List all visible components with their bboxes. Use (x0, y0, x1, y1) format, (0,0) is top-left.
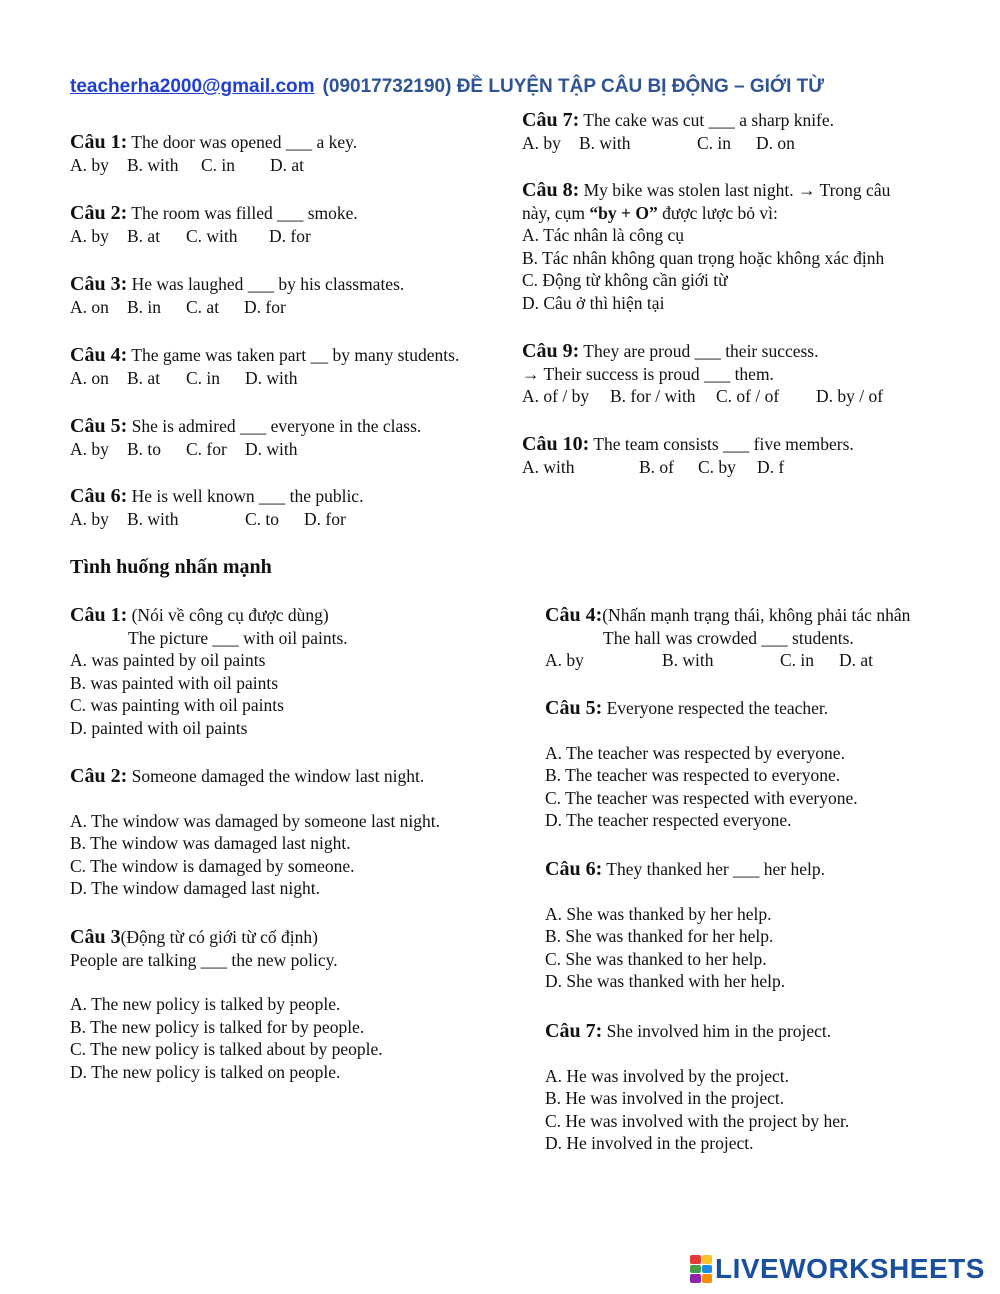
question-3 (70, 273, 404, 318)
question-text: They are proud ___ their success. (579, 341, 819, 361)
option-a[interactable]: A. The teacher was respected by everyone. (545, 742, 845, 763)
question-text: được lược bỏ vì: (657, 202, 778, 223)
liveworksheets-logo-icon (690, 1255, 712, 1283)
option-a[interactable]: A. by (545, 650, 584, 671)
option-a[interactable]: A. He was involved by the project. (545, 1065, 789, 1086)
option-d[interactable]: D. The new policy is talked on people. (70, 1061, 341, 1082)
emphasis-question-5 (545, 697, 858, 832)
option-b[interactable]: B. with (127, 154, 179, 175)
option-b[interactable]: B. He was involved in the project. (545, 1088, 785, 1109)
option-d[interactable]: D. by / of (816, 386, 884, 407)
liveworksheets-logo[interactable] (690, 1252, 985, 1286)
option-c[interactable]: C. She was thanked to her help. (545, 948, 767, 969)
option-b[interactable]: B. in (127, 296, 162, 317)
question-number: Câu 1: (70, 604, 128, 626)
option-d[interactable]: D. The window damaged last night. (70, 878, 320, 899)
question-5 (70, 415, 421, 460)
logo-square (702, 1274, 713, 1283)
option-c[interactable]: C. Động từ không cần giới từ (522, 270, 728, 291)
question-7 (522, 109, 834, 154)
option-d[interactable]: D. She was thanked with her help. (545, 971, 786, 992)
logo-square (702, 1255, 713, 1264)
emphasis-question-6 (545, 858, 825, 993)
option-a[interactable]: A. by (522, 132, 561, 153)
option-c[interactable]: C. The teacher was respected with everyone. (545, 787, 858, 808)
question-number: Câu 4: (545, 604, 603, 626)
question-text: He was laughed ___ by his classmates. (127, 274, 405, 294)
option-b[interactable]: B. at (127, 225, 161, 246)
option-d[interactable]: D. with (245, 367, 298, 388)
option-a[interactable]: A. She was thanked by her help. (545, 903, 772, 924)
question-number: Câu 2: (70, 765, 128, 787)
question-number: Câu 6: (545, 858, 603, 880)
option-d[interactable]: D. with (245, 438, 298, 459)
question-text: này, cụm (522, 202, 590, 223)
option-b[interactable]: B. with (579, 132, 631, 153)
emphasis-question-4 (545, 604, 910, 672)
question-text: The cake was cut ___ a sharp knife. (579, 110, 835, 130)
question-note: (Nói về công cụ được dùng) (127, 605, 329, 625)
emphasis-question-7 (545, 1020, 849, 1155)
question-10 (522, 433, 854, 478)
section-title: Tình huống nhấn mạnh (70, 556, 272, 578)
option-a[interactable]: A. The window was damaged by someone last night. (70, 810, 441, 831)
question-note: (Nhấn mạnh trạng thái, không phải tác nhân (602, 605, 911, 625)
logo-square (690, 1265, 701, 1274)
option-c[interactable]: C. He was involved with the project by her. (545, 1110, 850, 1131)
question-text: The door was opened ___ a key. (127, 132, 358, 152)
question-number: Câu 10: (522, 433, 590, 455)
question-number: Câu 3 (70, 926, 121, 948)
option-b[interactable]: B. for / with (610, 386, 696, 407)
question-sentence: People are talking ___ the new policy. (70, 949, 338, 970)
logo-text: LIVEWORKSHEETS (715, 1253, 985, 1284)
question-text: My bike was stolen last night. → Trong câu (579, 180, 891, 200)
option-a[interactable]: A. The new policy is talked by people. (70, 994, 341, 1015)
option-d[interactable]: D. for (269, 225, 311, 246)
option-d[interactable]: D. Câu ở thì hiện tại (522, 292, 665, 313)
question-text: → Their success is proud ___ them. (522, 363, 774, 384)
question-text: Everyone respected the teacher. (602, 698, 829, 718)
question-2 (70, 202, 358, 247)
question-number: Câu 6: (70, 485, 128, 507)
question-8 (522, 179, 890, 315)
logo-square (690, 1255, 701, 1264)
option-d[interactable]: D. He involved in the project. (545, 1133, 754, 1154)
option-a[interactable]: A. by (70, 225, 109, 246)
emphasis-question-3 (70, 926, 383, 1084)
option-a[interactable]: A. Tác nhân là công cụ (522, 225, 684, 246)
option-c[interactable]: C. in (697, 132, 732, 153)
question-number: Câu 3: (70, 273, 128, 295)
option-a[interactable]: A. with (522, 456, 575, 477)
question-1 (70, 131, 357, 176)
emphasis-question-1 (70, 604, 348, 740)
option-c[interactable]: C. The new policy is talked about by people. (70, 1039, 383, 1060)
question-text: He is well known ___ the public. (127, 486, 364, 506)
logo-square (702, 1265, 713, 1274)
option-b[interactable]: B. Tác nhân không quan trọng hoặc không xác định (522, 247, 885, 268)
option-c[interactable]: C. of / of (716, 386, 780, 407)
question-number: Câu 9: (522, 340, 580, 362)
question-4 (70, 344, 459, 389)
question-number: Câu 1: (70, 131, 128, 153)
option-b[interactable]: B. The window was damaged last night. (70, 833, 351, 854)
option-c[interactable]: C. at (186, 296, 220, 317)
worksheet-title: (09017732190) ĐỀ LUYỆN TẬP CÂU BỊ ĐỘNG – GIỚI TỪ (322, 76, 825, 97)
option-a[interactable]: A. on (70, 367, 109, 388)
question-text: Someone damaged the window last night. (127, 766, 425, 786)
option-d[interactable]: D. at (839, 650, 874, 671)
option-c[interactable]: C. in (201, 154, 236, 175)
option-a[interactable]: A. was painted by oil paints (70, 650, 266, 671)
option-c[interactable]: C. by (698, 456, 736, 477)
option-b[interactable]: B. at (127, 367, 161, 388)
worksheet-header (70, 76, 970, 98)
question-6 (70, 485, 363, 530)
option-a[interactable]: A. by (70, 438, 109, 459)
option-b[interactable]: B. with (127, 508, 179, 529)
question-number: Câu 2: (70, 202, 128, 224)
option-a[interactable]: A. on (70, 296, 109, 317)
option-d[interactable]: D. at (270, 154, 305, 175)
question-text: They thanked her ___ her help. (602, 859, 825, 879)
option-d[interactable]: D. f (757, 456, 785, 477)
option-b[interactable]: B. to (127, 438, 162, 459)
question-text: She is admired ___ everyone in the class. (127, 416, 422, 436)
option-d[interactable]: D. painted with oil paints (70, 717, 248, 738)
option-a[interactable]: A. by (70, 508, 109, 529)
option-a[interactable]: A. of / by (522, 386, 590, 407)
option-b[interactable]: B. was painted with oil paints (70, 672, 279, 693)
logo-square (690, 1274, 701, 1283)
question-text: The game was taken part __ by many students. (127, 345, 460, 365)
option-c[interactable]: C. was painting with oil paints (70, 695, 284, 716)
question-9 (522, 340, 883, 408)
option-d[interactable]: D. for (244, 296, 286, 317)
question-sentence: The hall was crowded ___ students. (603, 627, 854, 648)
option-c[interactable]: C. to (245, 508, 280, 529)
option-a[interactable]: A. by (70, 154, 109, 175)
option-b[interactable]: B. with (662, 650, 714, 671)
question-note: (Động từ có giới từ cố định) (120, 927, 318, 947)
emphasis-question-2 (70, 765, 440, 900)
question-number: Câu 8: (522, 179, 580, 201)
option-c[interactable]: C. in (186, 367, 221, 388)
option-b[interactable]: B. She was thanked for her help. (545, 926, 774, 947)
question-number: Câu 5: (545, 697, 603, 719)
option-d[interactable]: D. on (756, 132, 795, 153)
question-text: “by + O” (589, 202, 658, 223)
question-number: Câu 5: (70, 415, 128, 437)
option-d[interactable]: D. for (304, 508, 346, 529)
question-number: Câu 7: (545, 1020, 603, 1042)
question-text: The room was filled ___ smoke. (127, 203, 358, 223)
question-number: Câu 7: (522, 109, 580, 131)
option-b[interactable]: B. of (639, 456, 674, 477)
option-c[interactable]: C. in (780, 650, 815, 671)
option-c[interactable]: C. with (186, 225, 238, 246)
option-c[interactable]: C. The window is damaged by someone. (70, 855, 355, 876)
option-d[interactable]: D. The teacher respected everyone. (545, 810, 792, 831)
question-number: Câu 4: (70, 344, 128, 366)
question-text: The team consists ___ five members. (589, 434, 854, 454)
option-c[interactable]: C. for (186, 438, 227, 459)
option-b[interactable]: B. The teacher was respected to everyone. (545, 765, 841, 786)
question-text: She involved him in the project. (602, 1021, 832, 1041)
question-sentence: The picture ___ with oil paints. (128, 627, 348, 648)
option-b[interactable]: B. The new policy is talked for by people. (70, 1016, 365, 1037)
email-link[interactable]: teacherha2000@gmail.com (70, 76, 315, 97)
